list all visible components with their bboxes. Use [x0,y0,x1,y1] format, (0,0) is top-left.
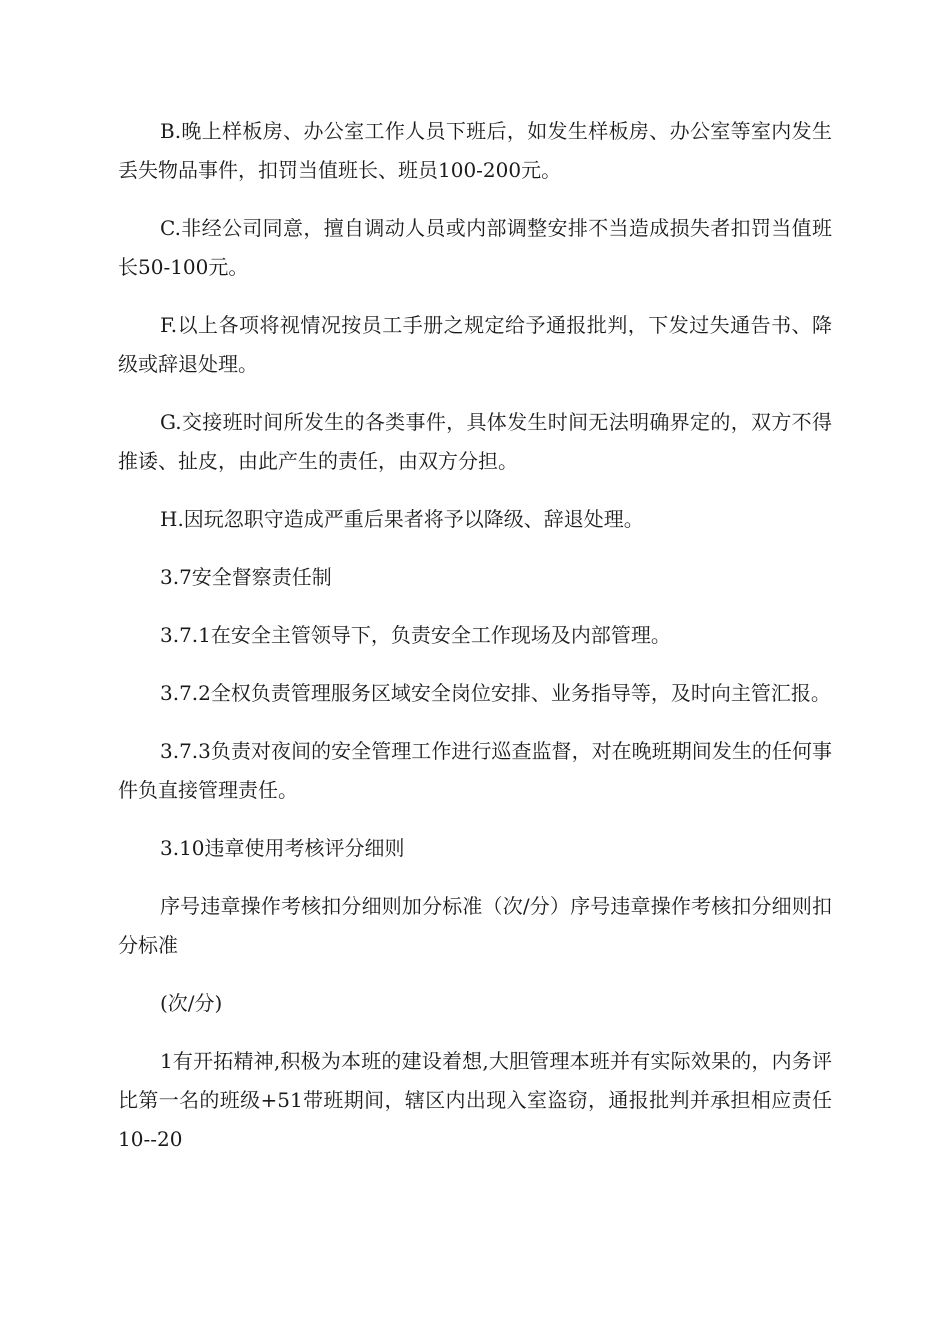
paragraph-3-7-1: 3.7.1在安全主管领导下，负责安全工作现场及内部管理。 [160,623,671,647]
section-heading-3-10: 3.10违章使用考核评分细则 [160,836,405,860]
paragraph-item-b: B.晚上样板房、办公室工作人员下班后，如发生样板房、办公室等室内发生丢失物品事件，扣罚当值班长、班员100-200元。 [118,119,832,182]
paragraph-item-g: G.交接班时间所发生的各类事件，具体发生时间无法明确界定的，双方不得推诿、扯皮，由此产生的责任，由双方分担。 [118,410,832,473]
table-header-unit: (次/分) [160,991,223,1015]
paragraph-item-f: F.以上各项将视情况按员工手册之规定给予通报批判，下发过失通告书、降级或辞退处理。 [118,313,832,376]
paragraph-3-7-2: 3.7.2全权负责管理服务区域安全岗位安排、业务指导等，及时向主管汇报。 [160,681,831,705]
paragraph-3-7-3: 3.7.3负责对夜间的安全管理工作进行巡查监督，对在晚班期间发生的任何事件负直接管理责任。 [118,739,832,802]
section-heading-3-7: 3.7安全督察责任制 [160,565,332,589]
table-header-text: 序号违章操作考核扣分细则加分标准（次/分）序号违章操作考核扣分细则扣分标准 [118,894,832,957]
paragraph-item-c: C.非经公司同意，擅自调动人员或内部调整安排不当造成损失者扣罚当值班长50-100元。 [118,216,832,279]
table-row-1-text: 1有开拓精神,积极为本班的建设着想,大胆管理本班并有实际效果的，内务评比第一名的班级+51带班期间，辖区内出现入室盗窃，通报批判并承担相应责任10--20 [118,1049,832,1151]
paragraph-item-h: H.因玩忽职守造成严重后果者将予以降级、辞退处理。 [160,507,644,531]
document-body [118,112,832,1178]
